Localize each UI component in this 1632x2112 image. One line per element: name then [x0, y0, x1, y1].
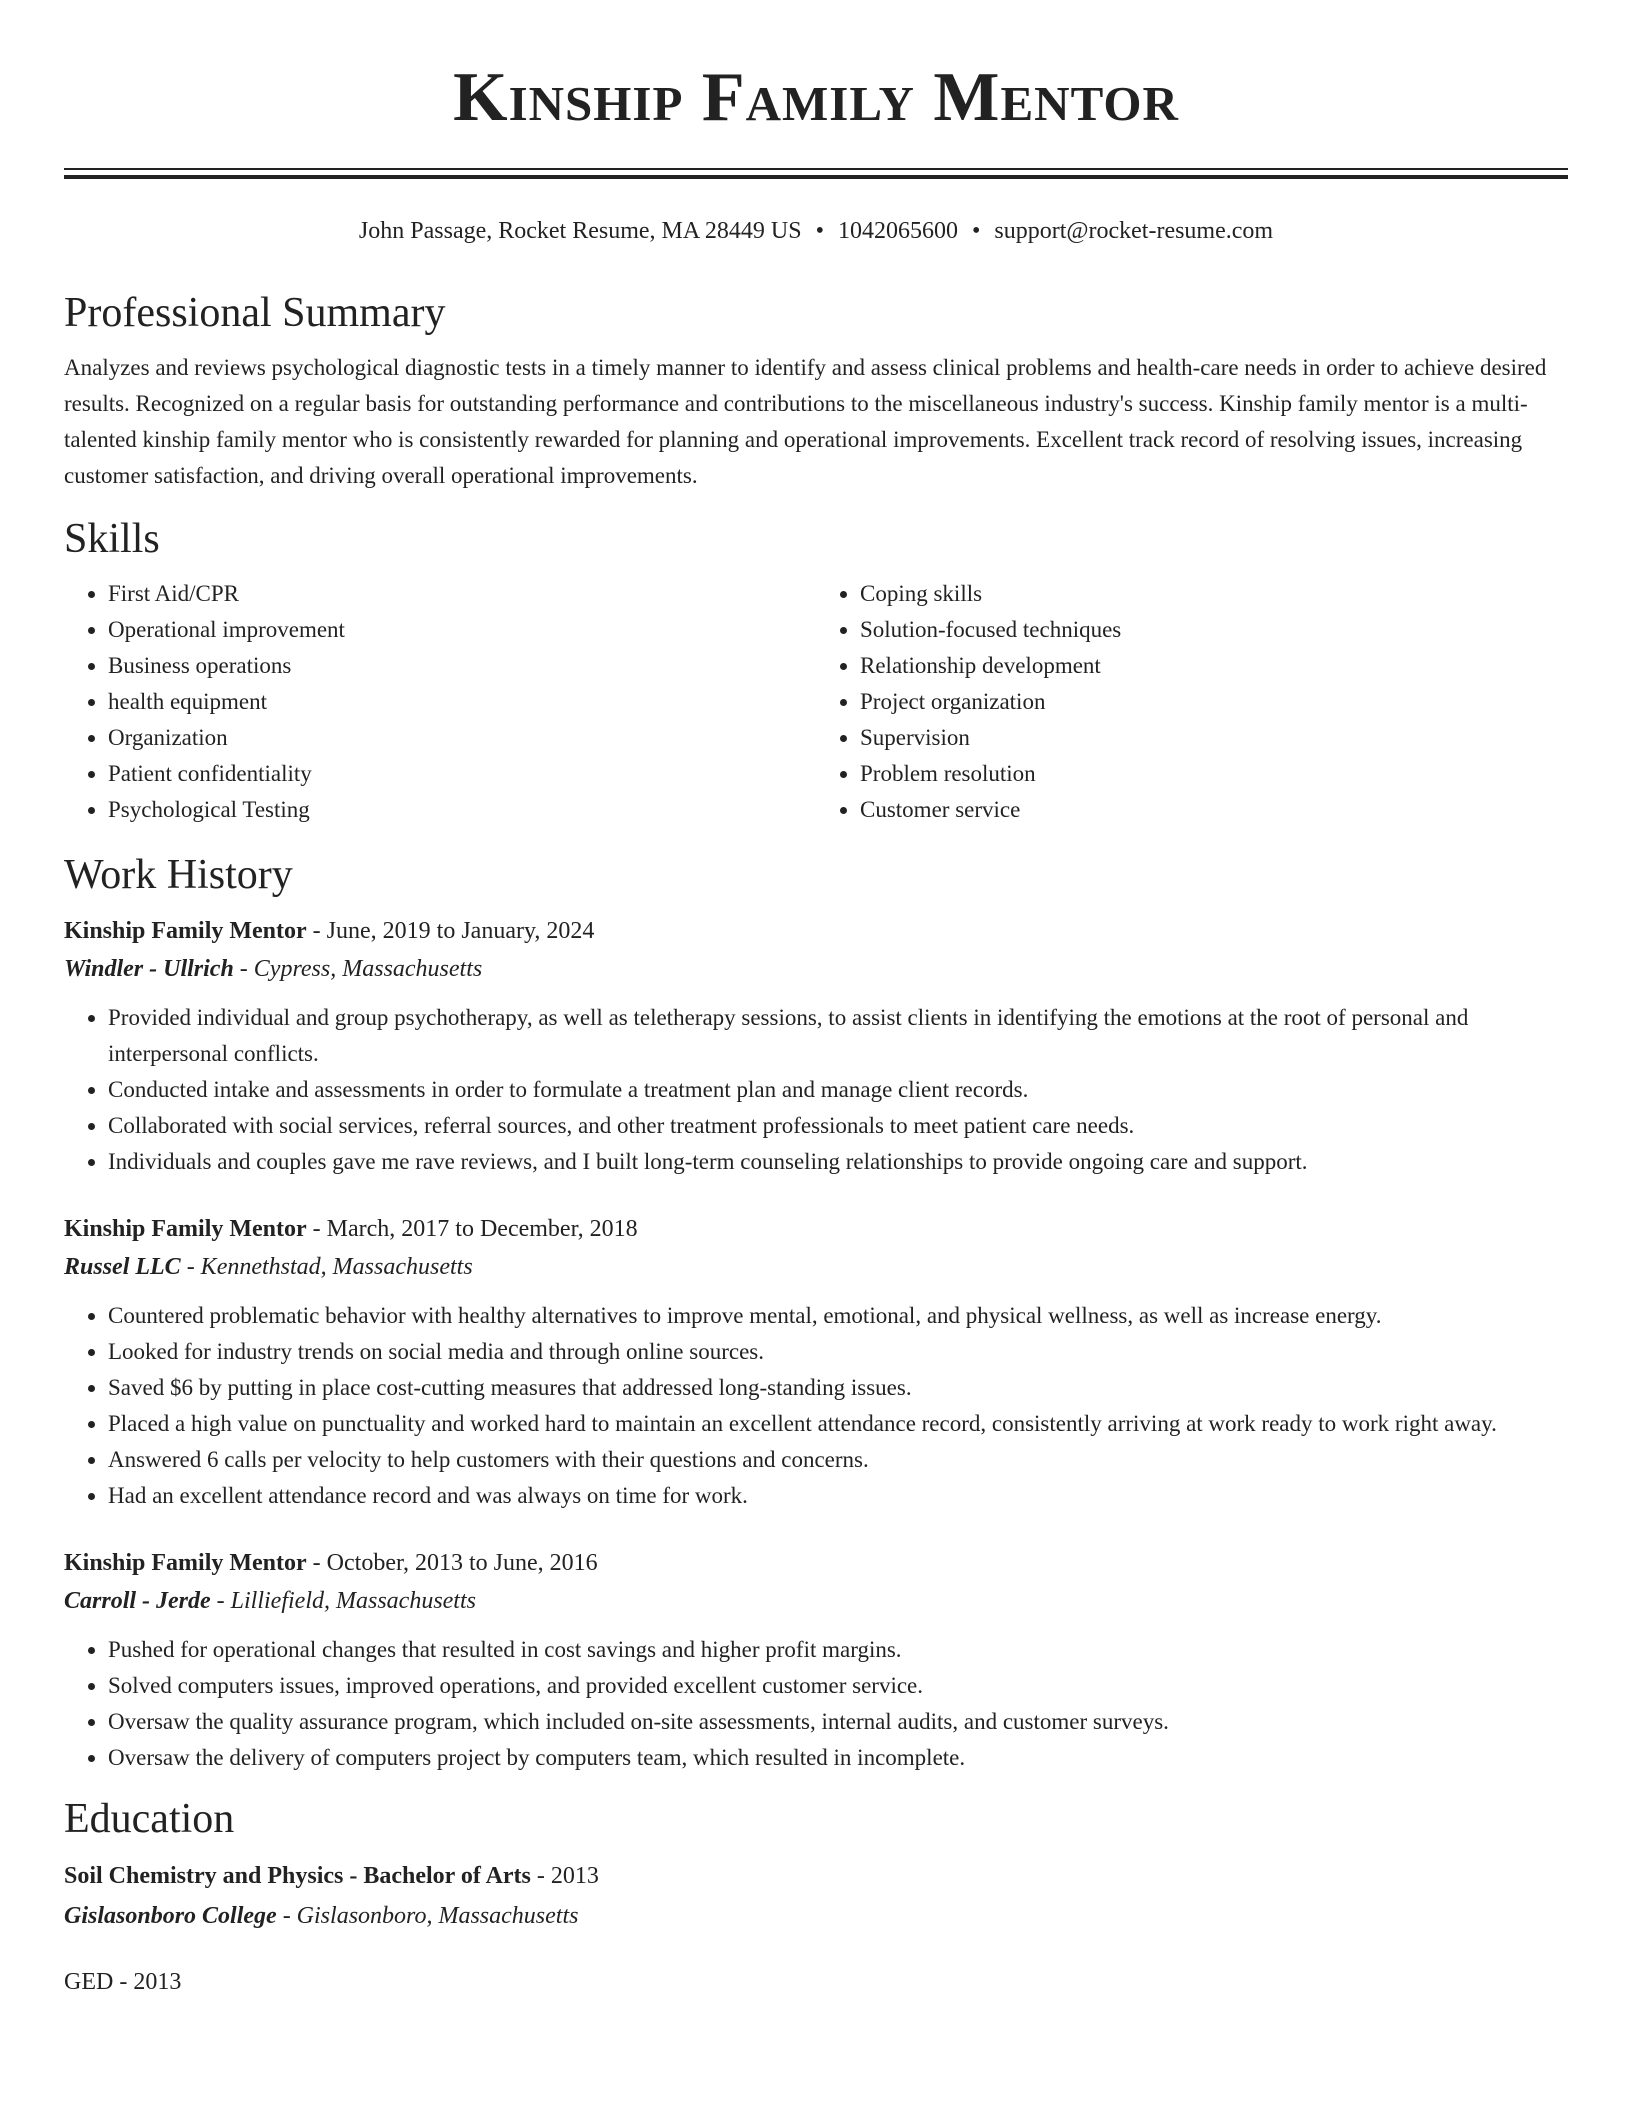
skill-item: • Solution-focused techniques	[860, 612, 1568, 648]
job-bullets	[64, 1298, 1568, 1514]
job-title: Kinship Family Mentor	[64, 1550, 307, 1576]
contact-line	[0, 215, 1632, 247]
education-section	[64, 1794, 1568, 2002]
skill-item: • Project organization	[860, 684, 1568, 720]
header-rule-thin	[64, 168, 1568, 170]
job-bullet: • Countered problematic behavior with healthy alternatives to improve mental, emotional, and physical wellness, as well as increase energy.	[108, 1298, 1568, 1334]
job-title-line	[64, 1210, 1568, 1248]
work-heading: Work History	[64, 852, 293, 898]
job-bullet: • Saved $6 by putting in place cost-cutting measures that addressed long-standing issues.	[108, 1370, 1568, 1406]
job-bullet: • Individuals and couples gave me rave reviews, and I built long-term counseling relationships to provide ongoing care and support.	[108, 1144, 1568, 1180]
header-rule-thick	[64, 175, 1568, 179]
summary-section	[64, 288, 1568, 494]
job-bullet: • Provided individual and group psychotherapy, as well as teletherapy sessions, to assist clients in identifying the emotions at the root of personal and interpersonal conflicts.	[108, 1000, 1568, 1072]
skill-item: • Customer service	[860, 792, 1568, 828]
education-location: - Gislasonboro, Massachusetts	[276, 1903, 579, 1929]
education-year: - 2013	[530, 1863, 599, 1889]
job-bullet: • Pushed for operational changes that resulted in cost savings and higher profit margins.	[108, 1632, 1568, 1668]
education-heading: Education	[64, 1796, 235, 1842]
job-bullet: • Conducted intake and assessments in order to formulate a treatment plan and manage client records.	[108, 1072, 1568, 1108]
job-dates: - June, 2019 to January, 2024	[306, 918, 595, 944]
skill-item: • Organization	[108, 720, 816, 756]
education-partial-line: GED - 2013	[64, 1969, 182, 1995]
job-bullet: • Oversaw the quality assurance program, which included on-site assessments, internal audits, and customer surveys.	[108, 1704, 1568, 1740]
bullet-separator: •	[971, 218, 981, 244]
skill-item: • Psychological Testing	[108, 792, 816, 828]
job-location: - Lilliefield, Massachusetts	[210, 1588, 476, 1614]
job-bullet: • Solved computers issues, improved operations, and provided excellent customer service.	[108, 1668, 1568, 1704]
skill-item: • Operational improvement	[108, 612, 816, 648]
skills-heading: Skills	[64, 516, 160, 562]
education-school: Gislasonboro College	[64, 1903, 277, 1929]
job-title-line	[64, 912, 1568, 950]
contact-address: John Passage, Rocket Resume, MA 28449 US	[358, 218, 802, 244]
summary-heading: Professional Summary	[64, 290, 446, 336]
skill-item: • Relationship development	[860, 648, 1568, 684]
job-org-line	[64, 1582, 1568, 1620]
job-title: Kinship Family Mentor	[64, 918, 307, 944]
job-entry	[64, 1544, 1568, 1776]
job-company: Windler - Ullrich	[64, 956, 234, 982]
job-company: Russel LLC	[64, 1254, 181, 1280]
skills-left-list	[64, 576, 816, 828]
skill-item: • First Aid/CPR	[108, 576, 816, 612]
skill-item: • Patient confidentiality	[108, 756, 816, 792]
skill-item: • Problem resolution	[860, 756, 1568, 792]
education-degree: Soil Chemistry and Physics - Bachelor of Arts	[64, 1863, 531, 1889]
bullet-separator: •	[815, 218, 824, 244]
skills-columns	[64, 576, 1568, 828]
job-company: Carroll - Jerde	[64, 1588, 211, 1614]
skill-item: • Coping skills	[860, 576, 1568, 612]
contact-email: support@rocket-resume.com	[994, 218, 1274, 244]
skill-item: • Supervision	[860, 720, 1568, 756]
job-org-line	[64, 1248, 1568, 1286]
education-school-line	[64, 1896, 1568, 1936]
job-org-line	[64, 950, 1568, 988]
job-bullet: • Oversaw the delivery of computers project by computers team, which resulted in incomplete.	[108, 1740, 1568, 1776]
summary-text: Analyzes and reviews psychological diagnostic tests in a timely manner to identify and assess clinical problems and health-care needs in order to achieve desired results. Recognized on a regular basis for outstanding performance and contributions to the miscellaneous industry's success. Kinship family mentor is a multi-talented kinship family mentor who is consistently rewarded for planning and operational improvements. Excellent track record of resolving issues, increasing customer satisfaction, and driving overall operational improvements.	[64, 355, 1547, 488]
job-dates: - October, 2013 to June, 2016	[306, 1550, 598, 1576]
job-bullet: • Collaborated with social services, referral sources, and other treatment professionals to meet patient care needs.	[108, 1108, 1568, 1144]
education-degree-line	[64, 1856, 1568, 1896]
job-location: - Cypress, Massachusetts	[233, 956, 483, 982]
skills-section	[64, 514, 1568, 828]
job-entry	[64, 1210, 1568, 1514]
job-dates: - March, 2017 to December, 2018	[306, 1216, 638, 1242]
work-section	[64, 850, 1568, 1776]
job-bullets	[64, 1000, 1568, 1180]
skill-item: • Business operations	[108, 648, 816, 684]
job-entry	[64, 912, 1568, 1180]
job-title: Kinship Family Mentor	[64, 1216, 307, 1242]
job-location: - Kennethstad, Massachusetts	[180, 1254, 473, 1280]
job-bullet: • Looked for industry trends on social media and through online sources.	[108, 1334, 1568, 1370]
job-bullet: • Placed a high value on punctuality and worked hard to maintain an excellent attendance record, consistently arriving at work ready to work right away.	[108, 1406, 1568, 1442]
contact-phone: 1042065600	[837, 218, 958, 244]
resume-name: Kinship Family Mentor	[453, 59, 1179, 136]
resume-content	[64, 288, 1568, 2002]
job-bullet: • Had an excellent attendance record and was always on time for work.	[108, 1478, 1568, 1514]
skills-right-list	[816, 576, 1568, 828]
education-entry	[64, 1856, 1568, 1936]
job-bullet: • Answered 6 calls per velocity to help customers with their questions and concerns.	[108, 1442, 1568, 1478]
job-bullets	[64, 1632, 1568, 1776]
skill-item: • health equipment	[108, 684, 816, 720]
job-title-line	[64, 1544, 1568, 1582]
